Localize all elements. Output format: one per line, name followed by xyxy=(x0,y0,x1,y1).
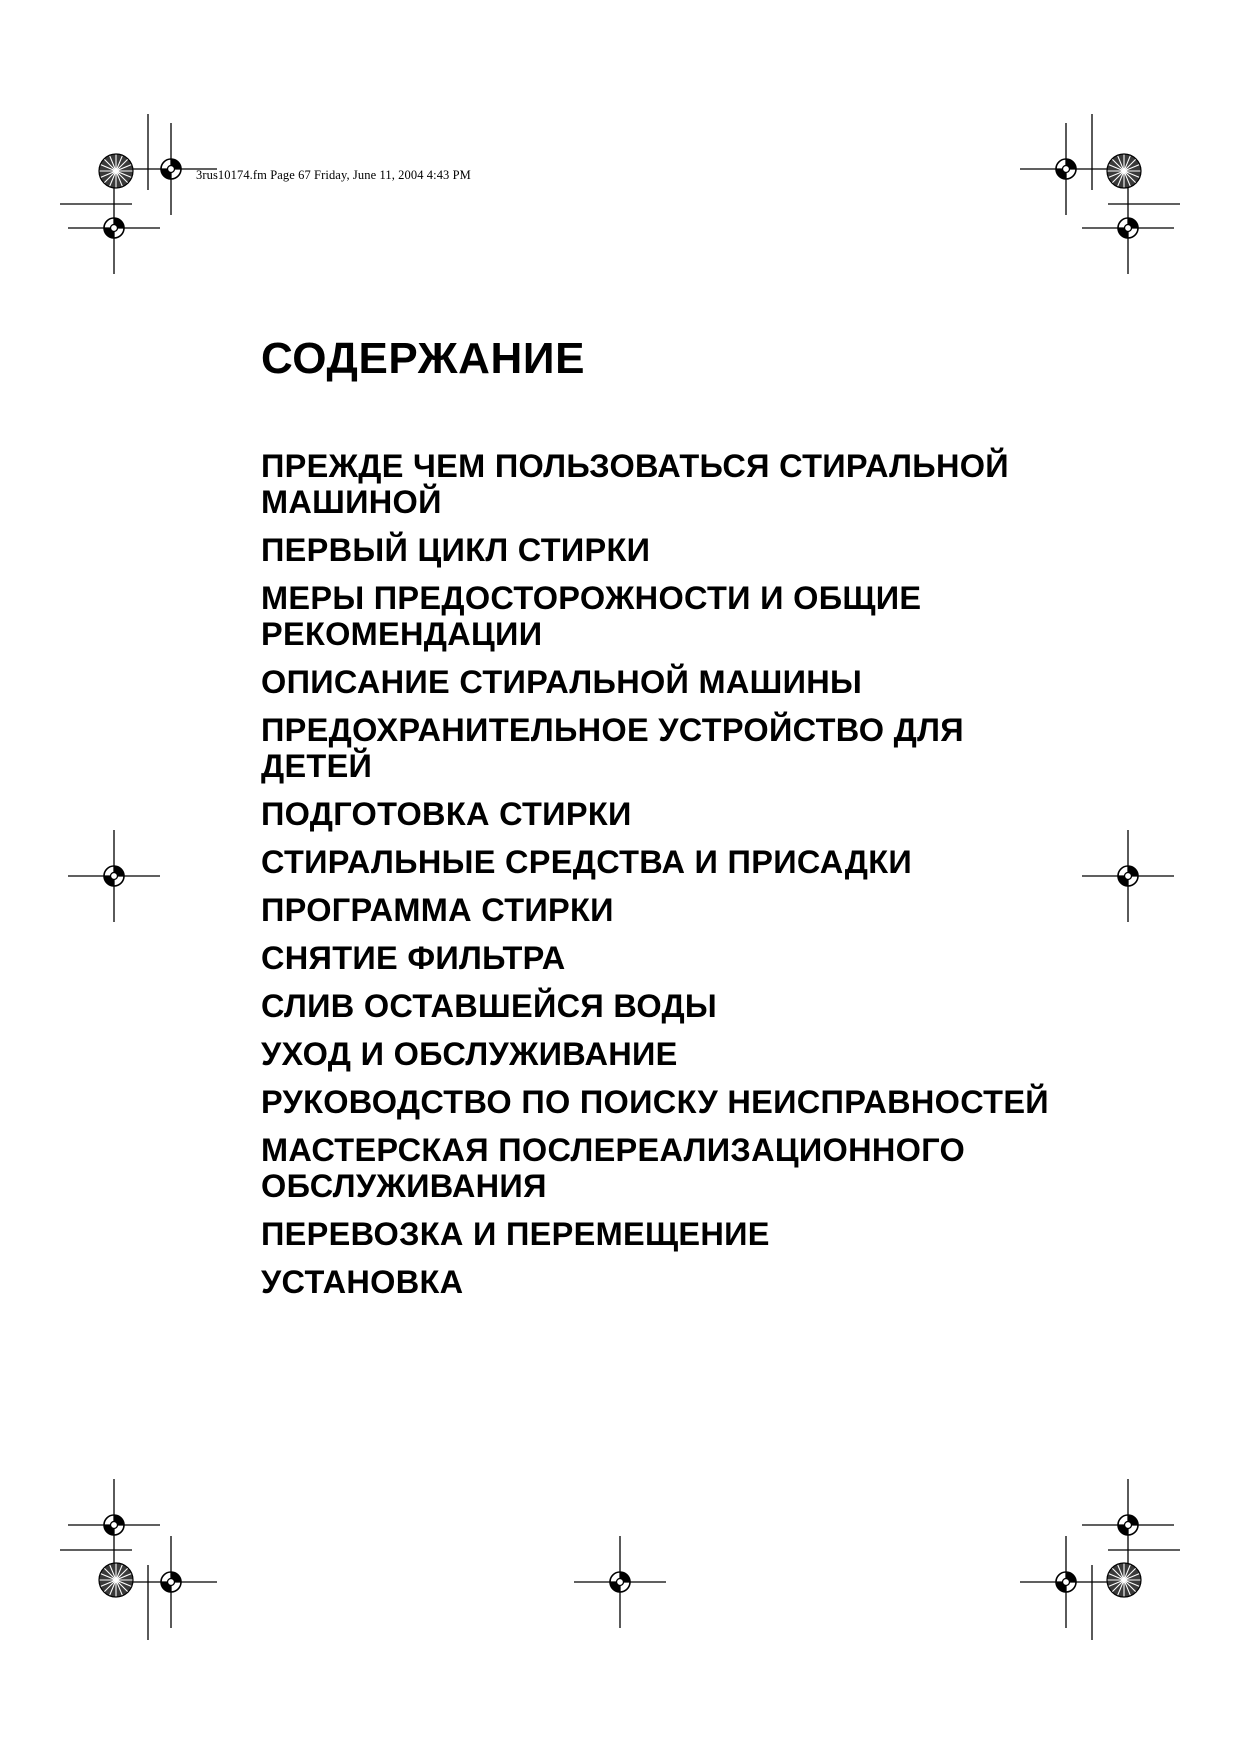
registration-target-icon xyxy=(574,1536,666,1628)
toc-item: МАСТЕРСКАЯ ПОСЛЕРЕАЛИЗАЦИОННОГО ОБСЛУЖИВАНИЯ xyxy=(261,1132,966,1204)
crop-mark-bottom-left xyxy=(60,1550,148,1640)
toc-item: РУКОВОДСТВО ПО ПОИСКУ НЕИСПРАВНОСТЕЙ xyxy=(261,1084,1049,1120)
star-target-icon xyxy=(1107,1563,1141,1597)
toc-item: МЕРЫ ПРЕДОСТОРОЖНОСТИ И ОБЩИЕ РЕКОМЕНДАЦИИ xyxy=(261,580,922,652)
toc-item: ПОДГОТОВКА СТИРКИ xyxy=(261,796,632,832)
toc-item: ПРЕЖДЕ ЧЕМ ПОЛЬЗОВАТЬСЯ СТИРАЛЬНОЙ МАШИНОЙ xyxy=(261,448,1009,520)
page-title: СОДЕРЖАНИЕ xyxy=(261,334,586,383)
crop-mark-bottom-right xyxy=(1092,1550,1180,1640)
star-target-icon xyxy=(1107,154,1141,188)
registration-target-icon xyxy=(125,1536,217,1628)
registration-target-icon xyxy=(68,1479,160,1571)
registration-target-icon xyxy=(68,830,160,922)
toc-item: ПЕРЕВОЗКА И ПЕРЕМЕЩЕНИЕ xyxy=(261,1216,770,1252)
toc-item: ПРОГРАММА СТИРКИ xyxy=(261,892,614,928)
toc-item: СТИРАЛЬНЫЕ СРЕДСТВА И ПРИСАДКИ xyxy=(261,844,913,880)
file-slug: 3rus10174.fm Page 67 Friday, June 11, 2004 4:43 PM xyxy=(196,168,471,182)
toc-item: СЛИВ ОСТАВШЕЙСЯ ВОДЫ xyxy=(261,988,718,1024)
toc-item: ПЕРВЫЙ ЦИКЛ СТИРКИ xyxy=(261,532,651,568)
registration-target-icon xyxy=(1020,1536,1112,1628)
registration-target-icon xyxy=(1082,830,1174,922)
star-target-icon xyxy=(99,154,133,188)
table-of-contents xyxy=(261,448,1061,1312)
registration-target-icon xyxy=(1082,182,1174,274)
registration-target-icon xyxy=(1020,123,1112,215)
toc-item: ОПИСАНИЕ СТИРАЛЬНОЙ МАШИНЫ xyxy=(261,664,863,700)
toc-item: СНЯТИЕ ФИЛЬТРА xyxy=(261,940,566,976)
star-target-icon xyxy=(99,1563,133,1597)
toc-item: УХОД И ОБСЛУЖИВАНИЕ xyxy=(261,1036,678,1072)
toc-item: ПРЕДОХРАНИТЕЛЬНОЕ УСТРОЙСТВО ДЛЯ ДЕТЕЙ xyxy=(261,712,964,784)
registration-target-icon xyxy=(68,182,160,274)
toc-item: УСТАНОВКА xyxy=(261,1264,464,1300)
registration-target-icon xyxy=(1082,1479,1174,1571)
